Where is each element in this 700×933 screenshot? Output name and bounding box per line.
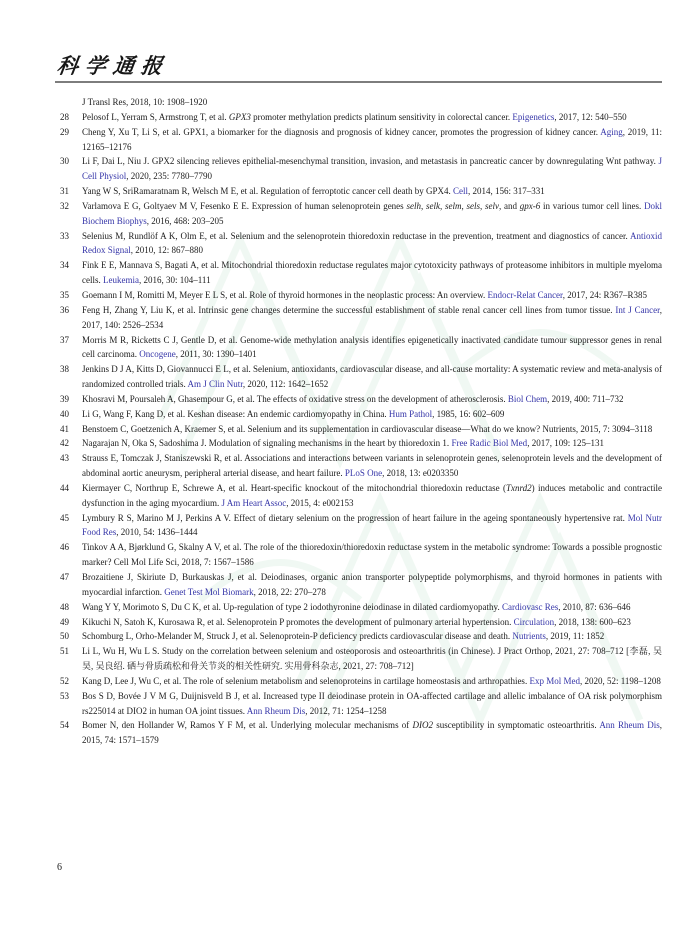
reference-text: , 2018, 138: 600–623 — [554, 616, 631, 627]
reference-text: , 2015, 4: e002153 — [286, 497, 354, 508]
reference-item — [60, 451, 662, 481]
reference-text: ) induces metabolic and contractile dysfunction in the aging myocardium. — [82, 482, 662, 508]
reference-number: 41 — [60, 423, 69, 434]
reference-text: , 2010, 54: 1436–1444 — [116, 527, 198, 538]
journal-link[interactable]: Cardiovasc Res — [501, 601, 559, 612]
reference-number: 49 — [60, 616, 69, 627]
journal-link[interactable]: Ann Rheum Dis — [246, 705, 306, 716]
journal-link[interactable]: Endocr-Relat Cancer — [487, 289, 563, 300]
reference-number: 52 — [60, 675, 69, 686]
reference-number: 50 — [60, 631, 69, 642]
reference-text: Benstoem C, Goetzenich A, Kraemer S, et al. Selenium and its supplementation in cardiovascular disease—What do we know? Nutrients, 2015, 7: 3094–3118 — [82, 423, 653, 434]
journal-link[interactable]: Hum Pathol — [388, 408, 433, 419]
journal-link[interactable]: Ann Rheum Dis — [599, 720, 660, 731]
reference-number: 40 — [60, 408, 69, 419]
reference-text: , 2017, 12: 540–550 — [554, 111, 627, 122]
reference-text: Morris M R, Ricketts C J, Gentle D, et al. Genome-wide methylation analysis identifies epigenetically inactivated candidate tumour suppressor genes in renal cell carcinoma. — [82, 334, 662, 360]
reference-text: Feng H, Zhang Y, Liu K, et al. Intrinsic gene changes determine the successful establishment of stable renal cancer cell lines from tumor tissue. — [82, 304, 616, 315]
reference-text: , 2019, 11: 12165–12176 — [82, 126, 662, 152]
reference-item — [60, 600, 662, 615]
reference-text: , 2020, 235: 7780–7790 — [126, 171, 213, 182]
reference-item — [60, 154, 662, 184]
reference-text: , 2010, 87: 636–646 — [558, 601, 631, 612]
page-number: 6 — [57, 862, 62, 873]
journal-link[interactable]: Aging — [600, 126, 623, 137]
journal-link[interactable]: Biol Chem — [507, 393, 548, 404]
reference-number: 32 — [60, 200, 69, 211]
reference-item — [60, 407, 662, 422]
reference-text: , and — [499, 200, 520, 211]
reference-number: 37 — [60, 334, 69, 345]
journal-link[interactable]: Am J Clin Nutr — [187, 379, 243, 390]
reference-text: , 2010, 12: 867–880 — [130, 245, 204, 256]
reference-item — [60, 303, 662, 333]
reference-text: , 2018, 13: e0203350 — [382, 468, 459, 479]
reference-number: 39 — [60, 393, 69, 404]
journal-link[interactable]: Dokl Biochem Biophys — [82, 200, 663, 226]
reference-number: 44 — [60, 482, 69, 493]
journal-link[interactable]: Epigenetics — [512, 111, 555, 122]
reference-text: , — [461, 200, 467, 211]
reference-text: Schomburg L, Orho-Melander M, Struck J, et al. Selenoprotein-P deficiency predicts cardiovascular disease and death. — [82, 631, 513, 642]
reference-text: , 2017, 24: R367–R385 — [562, 289, 647, 300]
reference-text: in various tumor cell lines. — [540, 200, 645, 211]
gene-name-italic: selv — [485, 200, 500, 211]
reference-item — [60, 362, 662, 392]
reference-item — [60, 570, 662, 600]
journal-link[interactable]: Int J Cancer — [615, 304, 660, 315]
gene-name-italic: GPX3 — [228, 111, 251, 122]
journal-link[interactable]: Antioxid Redox Signal — [82, 230, 662, 256]
reference-number: 35 — [60, 289, 69, 300]
reference-number: 42 — [60, 438, 69, 449]
journal-link[interactable]: Free Radic Biol Med — [451, 438, 528, 449]
reference-text: Kang D, Lee J, Wu C, et al. The role of selenium metabolism and selenoproteins in cartilage homeostasis and arthropathies. — [82, 675, 530, 686]
references-section — [60, 95, 662, 748]
reference-text: Strauss E, Tomczak J, Staniszewski R, et al. Associations and interactions between variants in selenoprotein genes, selenoprotein levels and the development of abdominal aortic aneurysm, peripheral arterial disease, and heart failure. — [82, 453, 662, 479]
reference-text: Li L, Wu H, Wu L S. Study on the correlation between selenium and osteoporosis and osteoarthritis (in Chinese). J Pract Orthop, 2021, 27: 708–712 [李磊, 吴昊, 吴良绍. 硒与骨质疏松和骨关节炎的相关性研究. 实用骨科杂志, 2021, 27: 708–712] — [82, 646, 662, 672]
gene-name-italic: DIO2 — [412, 720, 433, 731]
journal-link[interactable]: Exp Mol Med — [529, 675, 580, 686]
reference-item — [60, 540, 662, 570]
gene-name-italic: selm — [444, 200, 462, 211]
reference-text: Li G, Wang F, Kang D, et al. Keshan disease: An endemic cardiomyopathy in China. — [82, 408, 389, 419]
reference-item — [60, 288, 662, 303]
reference-text: Wang Y Y, Morimoto S, Du C K, et al. Up-regulation of type 2 iodothyronine deiodinase in dilated cardiomyopathy. — [82, 601, 502, 612]
reference-item — [60, 615, 662, 630]
references-list — [60, 110, 662, 748]
reference-number: 46 — [60, 542, 69, 553]
reference-text: Cheng Y, Xu T, Li S, et al. GPX1, a biomarker for the diagnosis and prognosis of kidney cancer, promotes the progression of kidney cancer. — [82, 126, 601, 137]
reference-text: , — [439, 200, 445, 211]
reference-item — [60, 229, 662, 259]
reference-text: Khosravi M, Poursaleh A, Ghasempour G, et al. The effects of oxidative stress on the development of atherosclerosis. — [82, 393, 508, 404]
reference-number: 30 — [60, 156, 69, 167]
reference-number: 38 — [60, 364, 69, 375]
reference-number: 51 — [60, 646, 69, 657]
header-rule — [55, 81, 662, 83]
reference-item — [60, 689, 662, 719]
reference-item — [60, 629, 662, 644]
reference-text: Kiermayer C, Northrup E, Schrewe A, et al. Heart-specific knockout of the mitochondrial thioredoxin reductase ( — [82, 482, 506, 493]
reference-text: Kikuchi N, Satoh K, Kurosawa R, et al. Selenoprotein P promotes the development of pulmonary arterial hypertension. — [82, 616, 514, 627]
journal-link[interactable]: Leukemia — [103, 275, 139, 286]
reference-number: 36 — [60, 304, 69, 315]
reference-number: 43 — [60, 453, 69, 464]
reference-text: Bomer N, den Hollander W, Ramos Y F M, et al. Underlying molecular mechanisms of — [82, 720, 413, 731]
reference-number: 48 — [60, 601, 69, 612]
gene-name-italic: gpx-6 — [519, 200, 541, 211]
journal-link[interactable]: J Cell Physiol — [82, 156, 662, 182]
reference-text: , 2019, 11: 1852 — [545, 631, 605, 642]
reference-text: , 2014, 156: 317–331 — [468, 186, 545, 197]
reference-number: 28 — [60, 111, 69, 122]
reference-text: Bos S D, Bovée J V M G, Duijnisveld B J, et al. Increased type II deiodinase protein in OA-affected cartilage and allelic imbalance of OA risk polymorphism rs225014 at DIO2 in human OA joint tissues. — [82, 690, 662, 716]
reference-text: , — [480, 200, 486, 211]
reference-text: Jenkins D J A, Kitts D, Giovannucci E L, et al. Selenium, antioxidants, cardiovascular disease, and all-cause mortality: A systematic review and meta-analysis of randomized controlled trials. — [82, 364, 662, 390]
reference-text: Yang W S, SriRamaratnam R, Welsch M E, et al. Regulation of ferroptotic cancer cell death by GPX4. — [82, 186, 454, 197]
reference-item — [60, 644, 662, 674]
reference-item — [60, 258, 662, 288]
journal-link[interactable]: Mol Nutr Food Res — [82, 512, 662, 538]
journal-link[interactable]: Circulation — [513, 616, 555, 627]
reference-item — [60, 436, 662, 451]
reference-item — [60, 110, 662, 125]
reference-text: Lymbury R S, Marino M J, Perkins A V. Effect of dietary selenium on the progression of heart failure in the ageing spontaneously hypertensive rat. — [82, 512, 628, 523]
journal-link[interactable]: Nutrients — [512, 631, 546, 642]
reference-text: , 1985, 16: 602–609 — [432, 408, 505, 419]
reference-text: , 2016, 468: 203–205 — [146, 215, 224, 226]
reference-text: Goemann I M, Romitti M, Meyer E L S, et al. Role of thyroid hormones in the neoplastic process: An overview. — [82, 289, 488, 300]
reference-text: Varlamova E G, Goltyaev M V, Fesenko E E. Expression of human selenoprotein genes — [82, 200, 407, 211]
reference-text: Pelosof L, Yerram S, Armstrong T, et al. — [82, 111, 229, 122]
reference-text: promoter methylation predicts platinum sensitivity in colorectal cancer. — [250, 111, 513, 122]
gene-name-italic: Txnrd2 — [506, 482, 532, 493]
reference-item — [60, 125, 662, 155]
reference-text: Brozaitiene J, Skiriute D, Burkauskas J, et al. Deiodinases, organic anion transporter polypeptide polymorphisms, and thyroid hormones in patients with myocardial infarction. — [82, 572, 662, 597]
journal-link[interactable]: J Am Heart Assoc — [221, 497, 287, 508]
gene-name-italic: selk — [425, 200, 440, 211]
reference-text: , — [420, 200, 426, 211]
page-header — [55, 55, 662, 83]
journal-link[interactable]: Cell — [453, 186, 469, 197]
reference-text: Li F, Dai L, Niu J. GPX2 silencing relieves epithelial-mesenchymal transition, invasion, and metastasis in pancreatic cancer by downregulating Wnt pathway. — [82, 156, 659, 167]
reference-number: 45 — [60, 512, 69, 523]
reference-item — [60, 718, 662, 748]
reference-text: , 2018, 22: 270–278 — [253, 586, 326, 597]
reference-text: , 2011, 30: 1390–1401 — [175, 349, 257, 360]
reference-text: , 2015, 74: 1571–1579 — [82, 720, 662, 746]
reference-number: 53 — [60, 690, 69, 701]
reference-number: 34 — [60, 260, 69, 271]
gene-name-italic: sels — [466, 200, 480, 211]
reference-item — [60, 333, 662, 363]
reference-text: Selenius M, Rundlöf A K, Olm E, et al. Selenium and the selenoprotein thioredoxin reductase in the prevention, treatment and diagnostics of cancer. — [82, 230, 630, 241]
reference-item — [60, 511, 662, 541]
reference-number: 31 — [60, 186, 69, 197]
reference-text: , 2019, 400: 711–732 — [547, 393, 624, 404]
reference-number: 29 — [60, 126, 69, 137]
reference-carryover-line: J Transl Res, 2018, 10: 1908–1920 — [82, 97, 208, 107]
reference-text: Nagarajan N, Oka S, Sadoshima J. Modulation of signaling mechanisms in the heart by thioredoxin 1. — [82, 438, 452, 449]
reference-text: susceptibility in symptomatic osteoarthritis. — [433, 720, 600, 731]
reference-text: Tinkov A A, Bjørklund G, Skalny A V, et al. The role of the thioredoxin/thioredoxin reductase system in the metabolic syndrome: Towards a possible prognostic marker? Cell Mol Life Sci, 2018, 7: 1567–1586 — [82, 542, 662, 568]
reference-item — [60, 392, 662, 407]
reference-item — [60, 422, 662, 437]
reference-text: , 2020, 112: 1642–1652 — [242, 379, 329, 390]
reference-number: 47 — [60, 572, 69, 582]
reference-number: 33 — [60, 230, 69, 241]
reference-item — [60, 184, 662, 199]
reference-text: , 2020, 52: 1198–1208 — [579, 675, 661, 686]
reference-text: Fink E E, Mannava S, Bagati A, et al. Mitochondrial thioredoxin reductase regulates major cytotoxicity pathways of proteasome inhibitors in multiple myeloma cells. — [82, 260, 662, 286]
journal-link[interactable]: Genet Test Mol Biomark — [164, 586, 254, 597]
reference-text: , 2016, 30: 104–111 — [138, 275, 211, 286]
journal-link[interactable]: Oncogene — [139, 349, 176, 360]
journal-link[interactable]: PLoS One — [344, 468, 383, 479]
reference-item — [60, 674, 662, 689]
gene-name-italic: selh — [406, 200, 421, 211]
reference-text: , 2017, 109: 125–131 — [527, 438, 604, 449]
reference-text: , 2017, 140: 2526–2534 — [82, 304, 662, 330]
journal-logo: 科学通报 — [55, 54, 171, 78]
reference-text: , 2012, 71: 1254–1258 — [305, 705, 387, 716]
reference-item — [60, 481, 662, 511]
reference-item — [60, 199, 662, 229]
reference-number: 54 — [60, 720, 69, 731]
